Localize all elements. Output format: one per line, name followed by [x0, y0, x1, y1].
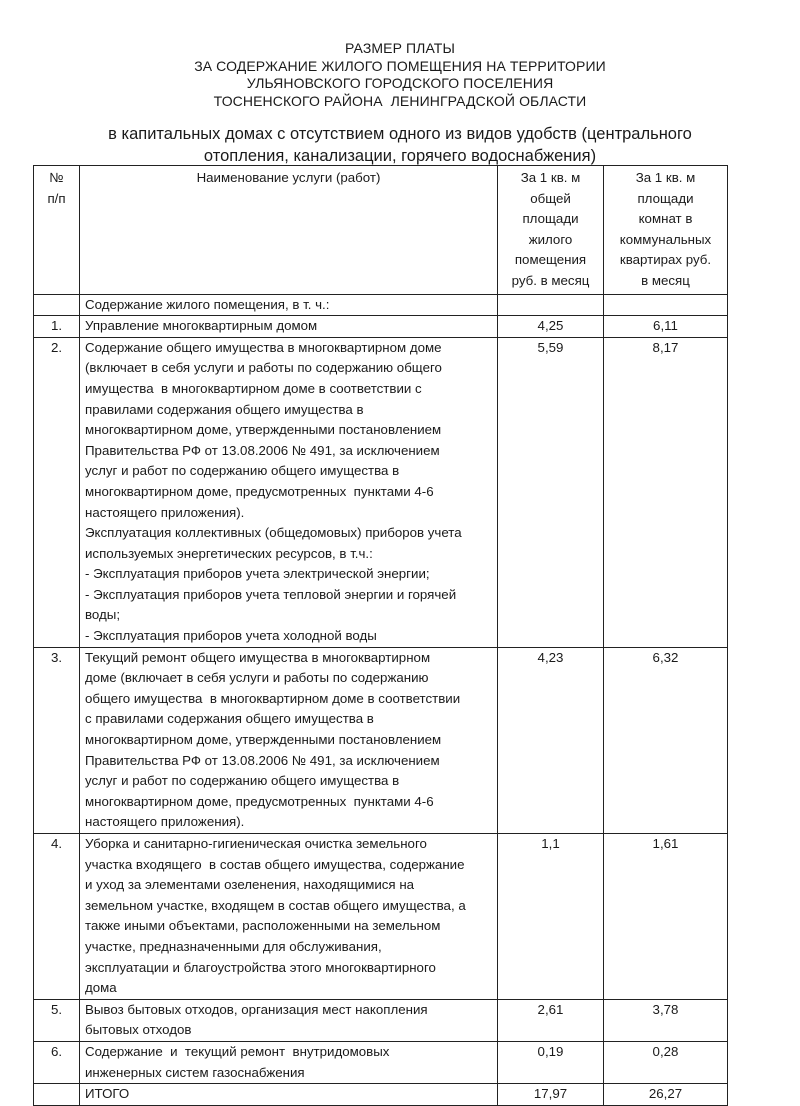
- table-row: [34, 834, 728, 1000]
- total-label: ИТОГО: [80, 1084, 498, 1106]
- row-service-name: Содержание общего имущества в многоквартирном доме (включает в себя услуги и работы по содержанию общего имущества в многоквартирном доме в соответствии с правилами содержания общего имущества в многоквартирном доме, утвержденными постановлением Правительства РФ от 13.08.2006 № 491, за исключением услуг и работ по содержанию общего имущества в многоквартирном доме, предусмотренных пунктами 4-6 настоящего приложения). Эксплуатация коллективных (общедомовых) приборов учета используемых энергетических ресурсов, в т.ч.: - Эксплуатация приборов учета электрической энергии; - Эксплуатация приборов учета тепловой энергии и горячей воды; - Эксплуатация приборов учета холодной воды: [80, 337, 498, 647]
- row-rate-total-area: 4,25: [498, 316, 604, 338]
- title-line: ЗА СОДЕРЖАНИЕ ЖИЛОГО ПОМЕЩЕНИЯ НА ТЕРРИТОРИИ: [194, 57, 606, 74]
- title-line: РАЗМЕР ПЛАТЫ: [345, 40, 455, 56]
- document-subtitle-line-2: отопления, канализации, горячего водоснабжения): [203, 147, 597, 165]
- row-number: 4.: [34, 834, 80, 1000]
- row-rate-communal-rooms: 8,17: [604, 337, 728, 647]
- column-header-rate-total-area: За 1 кв. м общей площади жилого помещения руб. в месяц: [498, 166, 604, 295]
- row-service-name: Управление многоквартирным домом: [80, 316, 498, 338]
- total-row: [34, 1084, 728, 1106]
- document-subtitle-line-1: в капитальных домах с отсутствием одного из видов удобств (центрального: [108, 125, 692, 143]
- table-row: [34, 337, 728, 647]
- row-number: 5.: [34, 999, 80, 1041]
- table-row: [34, 316, 728, 338]
- table-header-row: [34, 166, 728, 295]
- row-service-name: Содержание и текущий ремонт внутридомовых инженерных систем газоснабжения: [80, 1041, 498, 1083]
- row-rate-total-area: 1,1: [498, 834, 604, 1000]
- row-number: 2.: [34, 337, 80, 647]
- column-header-number: № п/п: [34, 166, 80, 295]
- row-number: 3.: [34, 647, 80, 833]
- document-title: [0, 40, 800, 110]
- row-number: 1.: [34, 316, 80, 338]
- table-row: [34, 999, 728, 1041]
- section-label: Содержание жилого помещения, в т. ч.:: [80, 294, 498, 316]
- row-rate-communal-rooms: 0,28: [604, 1041, 728, 1083]
- title-line: ТОСНЕНСКОГО РАЙОНА ЛЕНИНГРАДСКОЙ ОБЛАСТИ: [213, 92, 587, 109]
- row-rate-total-area: 0,19: [498, 1041, 604, 1083]
- title-line: УЛЬЯНОВСКОГО ГОРОДСКОГО ПОСЕЛЕНИЯ: [246, 75, 554, 91]
- row-service-name: Текущий ремонт общего имущества в многоквартирном доме (включает в себя услуги и работы по содержанию общего имущества в многоквартирном доме в соответствии с правилами содержания общего имущества в многоквартирном доме, утвержденными постановлением Правительства РФ от 13.08.2006 № 491, за исключением услуг и работ по содержанию общего имущества в многоквартирном доме, предусмотренных пунктами 4-6 настоящего приложения).: [80, 647, 498, 833]
- column-header-rate-communal-rooms: За 1 кв. м площади комнат в коммунальных квартирах руб. в месяц: [604, 166, 728, 295]
- total-rate-communal-rooms: 26,27: [604, 1084, 728, 1106]
- row-rate-communal-rooms: 1,61: [604, 834, 728, 1000]
- fee-table: [33, 165, 728, 1106]
- row-rate-total-area: 2,61: [498, 999, 604, 1041]
- column-header-service-name: Наименование услуги (работ): [80, 166, 498, 295]
- table-row: [34, 647, 728, 833]
- row-rate-communal-rooms: 6,32: [604, 647, 728, 833]
- row-rate-communal-rooms: 6,11: [604, 316, 728, 338]
- row-rate-total-area: 4,23: [498, 647, 604, 833]
- row-service-name: Уборка и санитарно-гигиеническая очистка земельного участка входящего в состав общего имущества, содержание и уход за элементами озеленения, находящимися на земельном участке, входящем в состав общего имущества, а также иными объектами, расположенными на земельном участке, предназначенными для обслуживания, эксплуатации и благоустройства этого многоквартирного дома: [80, 834, 498, 1000]
- section-row: [34, 294, 728, 316]
- row-number: 6.: [34, 1041, 80, 1083]
- table-row: [34, 1041, 728, 1083]
- row-service-name: Вывоз бытовых отходов, организация мест накопления бытовых отходов: [80, 999, 498, 1041]
- row-rate-total-area: 5,59: [498, 337, 604, 647]
- row-rate-communal-rooms: 3,78: [604, 999, 728, 1041]
- total-rate-total-area: 17,97: [498, 1084, 604, 1106]
